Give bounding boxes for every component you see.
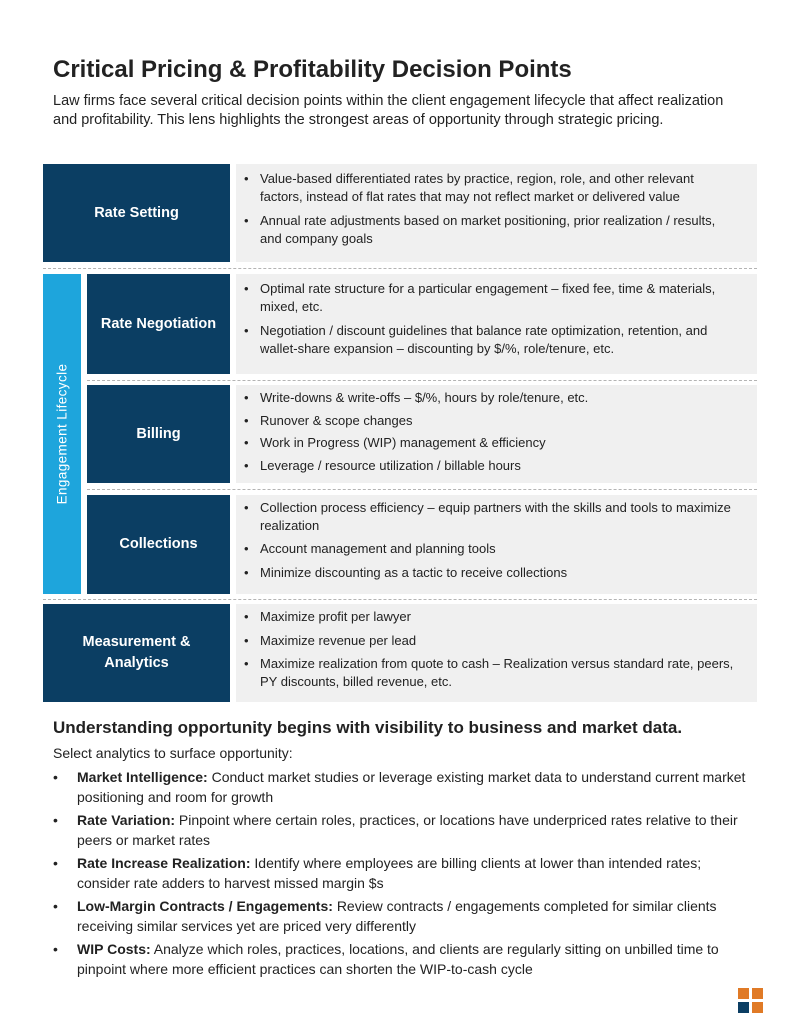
label-rate-setting-text: Rate Setting: [94, 204, 179, 221]
engagement-lifecycle-label: Engagement Lifecycle: [54, 363, 70, 505]
content-measurement-analytics: [236, 604, 757, 702]
analytics-desc: Review contracts / engagements completed for similar clients receiving similar services yet are priced very differently: [77, 898, 717, 934]
divider: [43, 599, 757, 600]
analytics-term: Market Intelligence:: [77, 769, 208, 785]
analytics-term: Rate Increase Realization:: [77, 855, 251, 871]
bullet: • Runover & scope changes: [236, 412, 739, 430]
analytics-term: Low-Margin Contracts / Engagements:: [77, 898, 333, 914]
analytics-desc: Analyze which roles, practices, locations, and clients are regularly sitting on unbilled time to pinpoint where more efficient practices can shorten the WIP-to-cash cycle: [77, 941, 719, 977]
bullet: • Maximize revenue per lead: [236, 632, 739, 650]
bullet: • Account management and planning tools: [236, 540, 739, 558]
content-rate-setting: [236, 164, 757, 262]
content-rate-negotiation: [236, 274, 757, 374]
analytics-list: [53, 768, 753, 983]
analytics-desc: Pinpoint where certain roles, practices, or locations have underpriced rates relative to their peers or market rates: [77, 812, 738, 848]
bullet: • Value-based differentiated rates by practice, region, role, and other relevant factors, instead of flat rates that may not reflect market or delivered value: [236, 170, 739, 205]
bullet: • Maximize profit per lawyer: [236, 608, 739, 626]
analytics-item: [53, 768, 753, 807]
content-collections: [236, 495, 757, 594]
analytics-term: Rate Variation:: [77, 812, 176, 828]
bullet: • Maximize realization from quote to cash – Realization versus standard rate, peers, PY discounts, billed revenue, etc.: [236, 655, 739, 690]
label-billing-text: Billing: [136, 425, 181, 442]
divider: [43, 268, 757, 269]
label-rate-negotiation-text: Rate Negotiation: [100, 315, 217, 332]
divider: [87, 380, 757, 381]
label-collections-text: Collections: [119, 536, 198, 552]
bullet: • Collection process efficiency – equip partners with the skills and tools to maximize realization: [236, 499, 739, 534]
bullet: • Optimal rate structure for a particular engagement – fixed fee, time & materials, mixed, etc.: [236, 280, 739, 315]
bullet: • Annual rate adjustments based on market positioning, prior realization / results, and company goals: [236, 212, 739, 247]
analytics-desc: Conduct market studies or leverage existing market data to understand current market positioning and room for growth: [77, 769, 746, 805]
bullet: • Negotiation / discount guidelines that balance rate optimization, retention, and wallet-share expansion – discounting by $/%, role/tenure, etc.: [236, 322, 739, 357]
bullet: • Work in Progress (WIP) management & efficiency: [236, 434, 739, 452]
four-squares-logo-icon: [738, 988, 764, 1014]
analytics-item: [53, 854, 753, 893]
bullet: • Minimize discounting as a tactic to receive collections: [236, 564, 739, 582]
content-billing: [236, 385, 757, 483]
intro-paragraph: Law firms face several critical decision points within the client engagement lifecycle that affect realization and profitability. This lens highlights the strongest areas of opportunity through strategic pricing.: [53, 93, 724, 128]
analytics-item: [53, 940, 753, 979]
bullet: • Write-downs & write-offs – $/%, hours by role/tenure, etc.: [236, 389, 739, 407]
analytics-item: [53, 811, 753, 850]
bullet: • Leverage / resource utilization / billable hours: [236, 457, 739, 475]
section-heading: Understanding opportunity begins with visibility to business and market data.: [53, 718, 683, 737]
label-rate-negotiation: [87, 274, 230, 374]
label-rate-setting: [43, 164, 230, 262]
analytics-desc: Identify where employees are billing clients at lower than intended rates; consider rate adders to harvest missed margin $s: [77, 855, 702, 891]
select-analytics-text: Select analytics to surface opportunity:: [53, 745, 293, 761]
label-measurement-analytics: [43, 604, 230, 702]
label-billing: [87, 385, 230, 483]
label-collections: [87, 495, 230, 594]
label-measurement-analytics-text: Measurement & Analytics: [82, 634, 191, 671]
analytics-item: [53, 897, 753, 936]
page-title: Critical Pricing & Profitability Decision Points: [53, 56, 572, 83]
divider: [87, 489, 757, 490]
analytics-term: WIP Costs:: [77, 941, 151, 957]
